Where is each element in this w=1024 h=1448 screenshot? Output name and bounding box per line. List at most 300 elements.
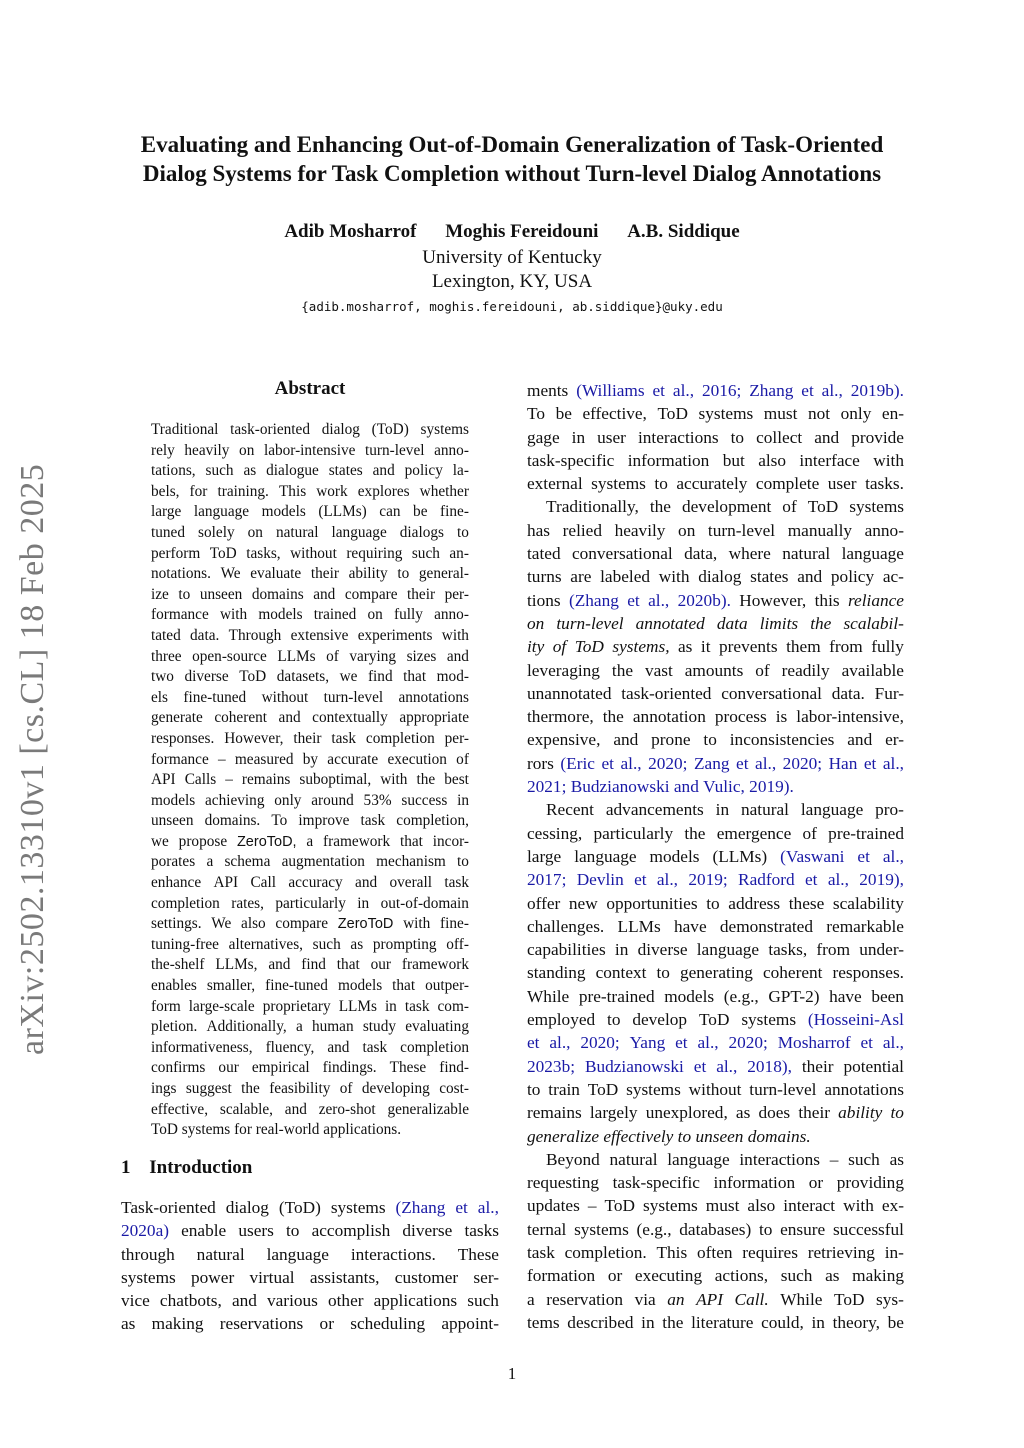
word: completion.	[564, 1242, 647, 1262]
word: and	[355, 874, 378, 892]
word: a	[206, 853, 214, 871]
text-line	[151, 729, 469, 750]
word: en-	[881, 404, 904, 424]
word: to	[758, 1219, 773, 1239]
word: al.,	[882, 846, 904, 866]
word: reliance	[847, 590, 904, 610]
word: as	[243, 462, 257, 480]
word: API	[151, 771, 176, 789]
word: incor-	[432, 832, 469, 850]
word: labor-intensive	[263, 441, 356, 459]
word: of	[755, 660, 770, 680]
text-line	[527, 985, 904, 1008]
word: Yang	[629, 1033, 666, 1053]
word: alternatives,	[228, 935, 303, 953]
text-line	[527, 1264, 904, 1287]
text-line	[527, 1288, 904, 1311]
word: effective,	[582, 404, 647, 424]
word: readily	[781, 660, 830, 680]
word: ToD	[834, 1289, 865, 1309]
word: 2017;	[527, 870, 567, 890]
word: ings	[151, 1080, 177, 1097]
text-line	[527, 1031, 904, 1054]
word: sys-	[876, 1289, 904, 1309]
word: them	[786, 637, 821, 657]
word: accuracy	[288, 874, 343, 892]
word: on	[527, 613, 545, 633]
word: find	[367, 668, 393, 686]
word: per-	[444, 729, 469, 747]
word: appoint-	[441, 1314, 499, 1334]
word: annotation	[632, 707, 706, 727]
word: la-	[452, 462, 469, 480]
word: interface	[799, 450, 860, 470]
word: largely	[589, 1103, 638, 1123]
word: their	[310, 565, 339, 583]
word: generating	[679, 963, 753, 983]
word: remarkable	[826, 916, 904, 936]
word: cessing,	[527, 823, 583, 843]
text-line	[151, 873, 469, 894]
word: task	[360, 812, 386, 830]
word: a	[527, 1289, 535, 1309]
word: users	[238, 1221, 274, 1241]
author-list	[0, 221, 1024, 243]
word: leveraging	[527, 660, 600, 680]
word: the-shelf	[151, 956, 205, 974]
word: ToD	[657, 404, 688, 424]
word: models	[664, 986, 715, 1006]
word: find	[301, 956, 326, 974]
text-line	[151, 894, 469, 915]
word: collect	[756, 427, 803, 447]
text-line	[151, 564, 469, 585]
word: Budzianowski	[584, 1056, 684, 1076]
word: task-oriented	[230, 421, 310, 438]
word: updates	[527, 1196, 580, 1216]
affiliation-location: Lexington, KY, USA	[431, 271, 593, 292]
word: framework	[323, 832, 391, 850]
word: with	[380, 771, 408, 789]
word: of	[552, 637, 567, 657]
word: development	[682, 497, 772, 517]
word: to	[178, 585, 191, 603]
word: also	[758, 450, 787, 470]
text-line	[151, 420, 469, 441]
word: emergence	[716, 823, 792, 843]
word: Traditionally,	[546, 497, 639, 517]
word: et	[601, 753, 614, 773]
word: (Zhang	[395, 1198, 446, 1217]
word: improve	[298, 812, 350, 830]
word: tated	[527, 544, 561, 564]
word: opportunities	[606, 893, 698, 913]
word: els	[151, 688, 168, 706]
word: language	[193, 503, 250, 521]
author-name: A.B. Siddique	[627, 221, 740, 242]
word: advancements	[605, 800, 704, 820]
text-line	[121, 1289, 499, 1312]
word: in	[384, 997, 397, 1015]
word: to	[654, 474, 668, 494]
word: in	[457, 791, 469, 809]
word: API	[213, 874, 239, 892]
word: and	[613, 730, 639, 750]
word: heavily	[184, 441, 230, 459]
word: turn-level	[749, 1079, 817, 1099]
word: in	[811, 1312, 825, 1332]
word: power	[191, 1267, 235, 1287]
word: However,	[739, 590, 807, 610]
word: et	[675, 1033, 688, 1053]
word: remains	[241, 771, 291, 789]
text-line	[527, 682, 904, 705]
word: policy	[830, 567, 875, 587]
word: 2020;	[728, 1033, 768, 1053]
word: dialogs	[399, 523, 444, 541]
word: potential	[843, 1056, 904, 1076]
word: large	[151, 503, 182, 521]
word: al.,	[477, 1198, 499, 1217]
word: not	[807, 404, 831, 424]
word: ternal	[527, 1219, 567, 1239]
word: only	[274, 791, 302, 809]
word: explores	[357, 482, 410, 500]
word: with	[441, 626, 469, 644]
word: ity	[527, 637, 545, 657]
word: empirical	[251, 1059, 310, 1077]
word: LLMs	[338, 997, 377, 1015]
word: fine-	[440, 915, 469, 933]
word: 2016;	[701, 381, 742, 400]
word: find-	[439, 1059, 469, 1077]
word: such	[205, 462, 234, 480]
arxiv-watermark: arXiv:2502.13310v1 [cs.CL] 18 Feb 2025	[14, 463, 51, 1055]
word: al.,	[672, 381, 695, 400]
word: whether	[419, 482, 469, 500]
text-line	[527, 379, 904, 402]
word: where	[728, 544, 771, 564]
word: language	[266, 1244, 329, 1264]
word: et	[634, 870, 647, 890]
word: enables	[151, 977, 197, 995]
word: to	[730, 427, 745, 447]
word: information	[627, 450, 710, 470]
word: such	[780, 1266, 813, 1286]
word: ments	[527, 381, 569, 400]
word: outper-	[425, 977, 469, 995]
word: appropriate	[399, 709, 469, 727]
word: dialog	[321, 421, 360, 438]
word: Budzianowski	[570, 777, 674, 797]
word: as	[678, 637, 693, 657]
text-line	[527, 565, 904, 588]
word: et	[693, 1056, 707, 1076]
word: et	[736, 753, 749, 773]
word: vice	[121, 1291, 150, 1311]
word: Beyond	[546, 1149, 600, 1169]
word: scheduling	[350, 1314, 426, 1334]
word: requiring	[346, 544, 403, 562]
word: literature	[691, 1312, 754, 1332]
word: heavily	[614, 520, 666, 540]
word: external	[527, 474, 583, 494]
text-line	[151, 502, 469, 523]
word: mechanism	[376, 853, 446, 871]
text-line	[527, 426, 904, 449]
word: completion	[151, 894, 220, 912]
word: confirms	[151, 1059, 206, 1077]
word: unseen	[695, 1126, 748, 1146]
word: pro-	[875, 800, 904, 820]
section-title: Introduction	[149, 1157, 253, 1178]
word: 2020b).	[677, 590, 731, 610]
word: turn-level	[365, 441, 425, 459]
word: best	[444, 771, 469, 789]
word: perform	[151, 544, 201, 562]
word: be	[887, 1312, 904, 1332]
word: without	[261, 688, 309, 706]
word: with	[873, 450, 904, 470]
word: data,	[684, 544, 718, 564]
word: making	[852, 1266, 904, 1286]
word: al.,	[755, 753, 777, 773]
word: ToD	[574, 637, 604, 657]
word: task	[331, 729, 357, 747]
word: such	[848, 1149, 880, 1169]
word: diverse	[402, 1221, 453, 1241]
word: real-world	[255, 1121, 324, 1139]
text-line	[527, 1125, 904, 1148]
word: the	[649, 497, 671, 517]
word: our	[218, 1059, 239, 1077]
word: effective,	[151, 1100, 209, 1118]
word: Through	[228, 626, 282, 644]
word: data	[716, 613, 748, 633]
word: al.,	[716, 1056, 738, 1076]
word: al.,	[697, 1033, 719, 1053]
word: with	[403, 915, 431, 933]
text-line	[527, 402, 904, 425]
section-heading-introduction	[121, 1157, 252, 1179]
word: (e.g.,	[723, 986, 759, 1006]
word: API	[696, 1289, 723, 1309]
word: databases)	[679, 1219, 752, 1239]
section-number: 1	[121, 1157, 131, 1178]
word: also	[241, 915, 266, 933]
text-line	[151, 935, 469, 956]
word: natural	[741, 800, 789, 820]
word: solely	[198, 523, 235, 541]
word: been	[871, 986, 904, 1006]
word: 2019).	[749, 777, 794, 797]
word: 2019b).	[850, 381, 904, 400]
text-line	[527, 822, 904, 845]
word: Radford	[738, 870, 795, 890]
word: we	[339, 668, 358, 686]
word: ToD	[698, 1010, 730, 1030]
word: on	[367, 606, 383, 624]
word: we	[151, 832, 169, 850]
word: Mosharrof	[777, 1033, 851, 1053]
word: does	[758, 1103, 791, 1123]
word: such	[467, 1291, 499, 1311]
word: and	[231, 1291, 257, 1311]
word: responses.	[832, 963, 904, 983]
word: unseen	[151, 812, 194, 830]
word: without	[290, 544, 337, 562]
word: these	[788, 893, 825, 913]
word: et	[863, 753, 877, 773]
word: labor-intensive,	[796, 707, 904, 727]
text-line	[151, 1058, 469, 1079]
text-line	[151, 1120, 469, 1141]
text-line	[151, 647, 469, 668]
word: feasibility	[269, 1080, 331, 1097]
word: language	[841, 544, 904, 564]
word: fine-tuned	[183, 688, 247, 706]
word: per-	[444, 585, 469, 603]
word: as	[121, 1314, 136, 1334]
word: ToD	[209, 544, 237, 562]
word: al.,	[882, 753, 904, 773]
text-line	[527, 519, 904, 542]
text-line	[151, 461, 469, 482]
word: suggest	[185, 1080, 232, 1097]
text-line	[121, 1243, 499, 1266]
word: augmentation	[281, 853, 365, 871]
text-line	[527, 1311, 904, 1334]
word: ability	[348, 565, 388, 583]
word: also	[747, 1196, 776, 1216]
word: LLMs,	[215, 956, 258, 974]
affiliation-university: University of Kentucky	[422, 247, 602, 268]
word: but	[722, 450, 745, 470]
word: framework	[401, 956, 469, 974]
word: that	[399, 832, 423, 850]
word: et	[652, 381, 665, 400]
word: it	[700, 637, 711, 657]
word: et	[860, 1033, 873, 1053]
word: coherent	[762, 963, 823, 983]
word: task	[362, 1038, 388, 1056]
word: overall	[389, 874, 432, 892]
word: to	[527, 1079, 541, 1099]
word: et	[801, 381, 814, 400]
word: (ToD)	[278, 1198, 321, 1217]
word: systems	[626, 1079, 681, 1099]
word: tations,	[151, 462, 196, 480]
word: fluency,	[265, 1038, 315, 1056]
word: tuned	[151, 523, 185, 541]
word: applications	[373, 1291, 458, 1311]
word: ToD	[587, 1079, 619, 1099]
word: models	[337, 977, 383, 995]
word: tuning-free	[151, 935, 219, 953]
word: We	[220, 565, 241, 583]
word: sizes	[406, 647, 437, 665]
author-name: Moghis Fereidouni	[445, 221, 599, 242]
word: findings.	[322, 1059, 377, 1077]
word: actions,	[714, 1266, 769, 1286]
word: enhance	[151, 874, 202, 892]
word: and	[278, 709, 301, 727]
text-line	[527, 1078, 904, 1101]
word: form	[151, 997, 181, 1015]
word: systems	[574, 1219, 629, 1239]
word: complete	[755, 474, 820, 494]
word: reservations	[219, 1314, 304, 1334]
word: ensure	[780, 1219, 826, 1239]
word: challenges.	[527, 916, 605, 936]
word: as	[350, 935, 364, 953]
word: process	[714, 707, 767, 727]
text-line	[151, 852, 469, 873]
word: tated	[151, 626, 181, 644]
word: and	[673, 777, 704, 797]
text-line	[151, 1017, 469, 1038]
word: with	[843, 1196, 874, 1216]
word: assistants,	[309, 1267, 380, 1287]
word: al.,	[882, 1033, 904, 1053]
word: 2023b;	[527, 1056, 576, 1076]
word: interactions	[739, 1149, 820, 1169]
word: such	[312, 935, 341, 953]
word: LLMs	[617, 916, 661, 936]
text-line	[151, 791, 469, 812]
word: this	[814, 590, 840, 610]
text-line	[527, 1101, 904, 1124]
word: systems	[181, 1121, 235, 1139]
word: Call.	[734, 1289, 769, 1309]
word: To	[271, 812, 288, 830]
word: particularly	[593, 823, 674, 843]
text-line	[527, 868, 904, 891]
word: study	[362, 1018, 397, 1036]
text-line	[527, 495, 904, 518]
word: Zang	[694, 753, 730, 773]
word: (Hosseini-Asl	[807, 1010, 904, 1030]
word: –	[225, 771, 233, 789]
word: task	[444, 874, 469, 892]
text-line	[527, 1171, 904, 1194]
word: various	[267, 1291, 318, 1311]
word: and	[372, 462, 395, 480]
word: (ToD)	[371, 421, 409, 438]
word: described	[567, 1312, 634, 1332]
word: or	[607, 1266, 623, 1286]
text-line	[527, 1194, 904, 1217]
word: data.	[190, 626, 220, 644]
word: pre-trained	[828, 823, 904, 843]
word: applications.	[323, 1121, 402, 1139]
word: (LLMs)	[712, 846, 768, 866]
word: inconsistencies	[729, 730, 835, 750]
word: conversational	[721, 683, 822, 703]
text-line	[121, 1196, 499, 1219]
word: customer	[394, 1267, 459, 1287]
word: ZeroToD	[337, 916, 394, 933]
word: informativeness,	[151, 1038, 253, 1056]
word: generalize	[527, 1126, 604, 1146]
word: two	[151, 668, 174, 686]
word: systems,	[612, 637, 670, 657]
word: out-of-domain	[380, 894, 469, 912]
word: accurately	[676, 474, 748, 494]
word: that	[392, 977, 416, 995]
word: ize	[151, 585, 169, 603]
word: unexplored,	[645, 1103, 728, 1123]
